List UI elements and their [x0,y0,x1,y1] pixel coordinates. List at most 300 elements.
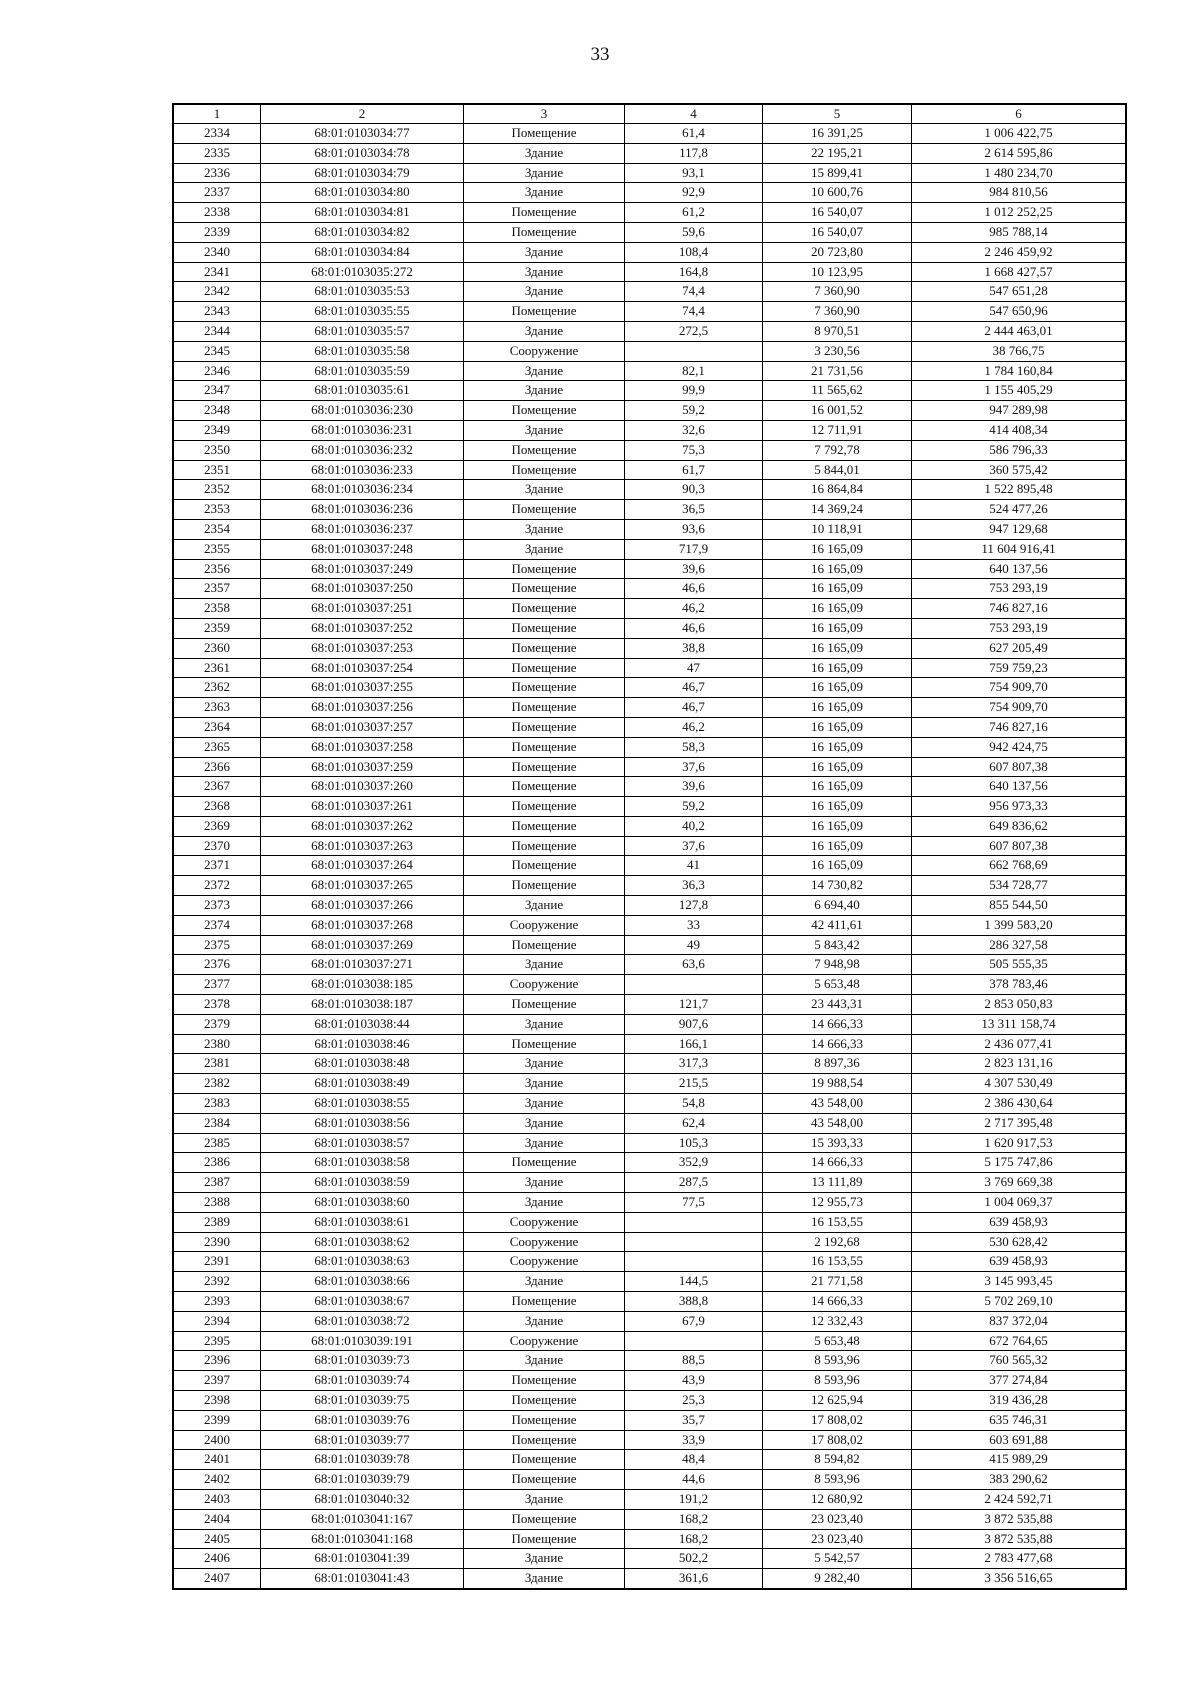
unit-value-cell: 17 808,02 [763,1410,912,1430]
object-type-cell: Помещение [464,737,625,757]
column-header: 3 [464,105,625,124]
object-type-cell: Помещение [464,1292,625,1312]
table-row [174,1430,1126,1450]
area-cell: 90,3 [625,480,763,500]
row-number-cell: 2396 [174,1351,261,1371]
table-row [174,1054,1126,1074]
table-row [174,1014,1126,1034]
table-row [174,836,1126,856]
unit-value-cell: 5 653,48 [763,975,912,995]
table-row [174,262,1126,282]
area-cell: 121,7 [625,995,763,1015]
unit-value-cell: 14 730,82 [763,876,912,896]
area-cell: 92,9 [625,183,763,203]
row-number-cell: 2347 [174,381,261,401]
table-row [174,1034,1126,1054]
row-number-cell: 2405 [174,1529,261,1549]
table-row [174,618,1126,638]
unit-value-cell: 14 666,33 [763,1153,912,1173]
object-type-cell: Здание [464,262,625,282]
table-row [174,539,1126,559]
cadastral-number-cell: 68:01:0103036:236 [261,500,464,520]
row-number-cell: 2395 [174,1331,261,1351]
table-row [174,1331,1126,1351]
object-type-cell: Помещение [464,1410,625,1430]
cadastral-number-cell: 68:01:0103037:261 [261,797,464,817]
unit-value-cell: 6 694,40 [763,896,912,916]
area-cell: 62,4 [625,1113,763,1133]
unit-value-cell: 5 843,42 [763,935,912,955]
object-type-cell: Помещение [464,717,625,737]
unit-value-cell: 19 988,54 [763,1074,912,1094]
unit-value-cell: 14 666,33 [763,1034,912,1054]
row-number-cell: 2364 [174,717,261,737]
table-row [174,302,1126,322]
table-row [174,1252,1126,1272]
area-cell: 67,9 [625,1311,763,1331]
object-type-cell: Помещение [464,698,625,718]
cadastral-value-cell: 5 175 747,86 [912,1153,1126,1173]
area-cell: 168,2 [625,1509,763,1529]
area-cell: 61,2 [625,203,763,223]
table-row [174,361,1126,381]
area-cell: 502,2 [625,1549,763,1569]
unit-value-cell: 16 165,09 [763,559,912,579]
unit-value-cell: 23 443,31 [763,995,912,1015]
object-type-cell: Помещение [464,203,625,223]
object-type-cell: Сооружение [464,1252,625,1272]
cadastral-number-cell: 68:01:0103036:234 [261,480,464,500]
unit-value-cell: 8 593,96 [763,1470,912,1490]
cadastral-value-cell: 319 436,28 [912,1391,1126,1411]
row-number-cell: 2354 [174,519,261,539]
object-type-cell: Помещение [464,302,625,322]
cadastral-value-cell: 13 311 158,74 [912,1014,1126,1034]
cadastral-number-cell: 68:01:0103039:78 [261,1450,464,1470]
object-type-cell: Здание [464,1173,625,1193]
area-cell: 99,9 [625,381,763,401]
object-type-cell: Здание [464,539,625,559]
area-cell: 39,6 [625,777,763,797]
unit-value-cell: 10 118,91 [763,519,912,539]
cadastral-value-cell: 753 293,19 [912,579,1126,599]
row-number-cell: 2371 [174,856,261,876]
object-type-cell: Здание [464,1193,625,1213]
cadastral-value-cell: 2 717 395,48 [912,1113,1126,1133]
area-cell: 63,6 [625,955,763,975]
table-row [174,480,1126,500]
cadastral-value-cell: 377 274,84 [912,1371,1126,1391]
row-number-cell: 2335 [174,143,261,163]
object-type-cell: Помещение [464,638,625,658]
object-type-cell: Сооружение [464,1232,625,1252]
area-cell: 48,4 [625,1450,763,1470]
cadastral-value-cell: 2 386 430,64 [912,1094,1126,1114]
row-number-cell: 2363 [174,698,261,718]
table-row [174,203,1126,223]
cadastral-value-cell: 754 909,70 [912,698,1126,718]
row-number-cell: 2369 [174,816,261,836]
object-type-cell: Сооружение [464,1212,625,1232]
unit-value-cell: 12 332,43 [763,1311,912,1331]
table-row [174,579,1126,599]
cadastral-number-cell: 68:01:0103036:231 [261,420,464,440]
unit-value-cell: 5 653,48 [763,1331,912,1351]
area-cell: 166,1 [625,1034,763,1054]
table-row [174,1074,1126,1094]
cadastral-number-cell: 68:01:0103038:55 [261,1094,464,1114]
cadastral-value-cell: 3 872 535,88 [912,1509,1126,1529]
unit-value-cell: 16 165,09 [763,856,912,876]
unit-value-cell: 16 165,09 [763,717,912,737]
unit-value-cell: 12 711,91 [763,420,912,440]
cadastral-number-cell: 68:01:0103037:254 [261,658,464,678]
object-type-cell: Помещение [464,460,625,480]
object-type-cell: Помещение [464,816,625,836]
table-row [174,1410,1126,1430]
cadastral-value-cell: 1 668 427,57 [912,262,1126,282]
area-cell: 46,2 [625,717,763,737]
table-row [174,717,1126,737]
unit-value-cell: 43 548,00 [763,1094,912,1114]
cadastral-value-cell: 547 650,96 [912,302,1126,322]
cadastral-number-cell: 68:01:0103037:256 [261,698,464,718]
cadastral-value-cell: 11 604 916,41 [912,539,1126,559]
row-number-cell: 2389 [174,1212,261,1232]
cadastral-number-cell: 68:01:0103039:73 [261,1351,464,1371]
table-row [174,1133,1126,1153]
cadastral-number-cell: 68:01:0103037:248 [261,539,464,559]
object-type-cell: Здание [464,1113,625,1133]
cadastral-value-cell: 760 565,32 [912,1351,1126,1371]
cadastral-value-cell: 984 810,56 [912,183,1126,203]
unit-value-cell: 10 600,76 [763,183,912,203]
table-row [174,896,1126,916]
area-cell [625,1212,763,1232]
row-number-cell: 2387 [174,1173,261,1193]
table-row [174,1173,1126,1193]
area-cell: 117,8 [625,143,763,163]
cadastral-value-cell: 607 807,38 [912,836,1126,856]
table-row [174,143,1126,163]
cadastral-value-cell: 956 973,33 [912,797,1126,817]
unit-value-cell: 2 192,68 [763,1232,912,1252]
object-type-cell: Помещение [464,777,625,797]
cadastral-value-cell: 530 628,42 [912,1232,1126,1252]
unit-value-cell: 12 955,73 [763,1193,912,1213]
table-row [174,1391,1126,1411]
unit-value-cell: 16 165,09 [763,658,912,678]
cadastral-number-cell: 68:01:0103035:55 [261,302,464,322]
cadastral-number-cell: 68:01:0103041:167 [261,1509,464,1529]
row-number-cell: 2384 [174,1113,261,1133]
table-row [174,420,1126,440]
object-type-cell: Помещение [464,401,625,421]
row-number-cell: 2336 [174,163,261,183]
area-cell [625,975,763,995]
unit-value-cell: 5 844,01 [763,460,912,480]
object-type-cell: Здание [464,1311,625,1331]
object-type-cell: Здание [464,381,625,401]
area-cell: 108,4 [625,242,763,262]
area-cell: 74,4 [625,302,763,322]
object-type-cell: Здание [464,282,625,302]
cadastral-number-cell: 68:01:0103038:67 [261,1292,464,1312]
row-number-cell: 2407 [174,1569,261,1589]
row-number-cell: 2392 [174,1272,261,1292]
area-cell: 33 [625,915,763,935]
table-row [174,935,1126,955]
object-type-cell: Помещение [464,876,625,896]
cadastral-number-cell: 68:01:0103034:78 [261,143,464,163]
row-number-cell: 2378 [174,995,261,1015]
area-cell [625,1232,763,1252]
cadastral-number-cell: 68:01:0103038:66 [261,1272,464,1292]
area-cell [625,1252,763,1272]
area-cell: 93,6 [625,519,763,539]
cadastral-value-cell: 1 522 895,48 [912,480,1126,500]
row-number-cell: 2341 [174,262,261,282]
area-cell: 59,2 [625,401,763,421]
object-type-cell: Здание [464,1569,625,1589]
cadastral-number-cell: 68:01:0103036:237 [261,519,464,539]
row-number-cell: 2386 [174,1153,261,1173]
area-cell: 40,2 [625,816,763,836]
cadastral-number-cell: 68:01:0103041:39 [261,1549,464,1569]
area-cell: 39,6 [625,559,763,579]
row-number-cell: 2403 [174,1489,261,1509]
row-number-cell: 2383 [174,1094,261,1114]
table-row [174,1371,1126,1391]
object-type-cell: Здание [464,1489,625,1509]
cadastral-number-cell: 68:01:0103039:76 [261,1410,464,1430]
unit-value-cell: 20 723,80 [763,242,912,262]
object-type-cell: Помещение [464,797,625,817]
unit-value-cell: 15 899,41 [763,163,912,183]
unit-value-cell: 16 153,55 [763,1252,912,1272]
row-number-cell: 2379 [174,1014,261,1034]
unit-value-cell: 14 666,33 [763,1014,912,1034]
area-cell: 352,9 [625,1153,763,1173]
cadastral-value-cell: 286 327,58 [912,935,1126,955]
unit-value-cell: 16 001,52 [763,401,912,421]
row-number-cell: 2400 [174,1430,261,1450]
cadastral-number-cell: 68:01:0103037:257 [261,717,464,737]
table-row [174,955,1126,975]
cadastral-number-cell: 68:01:0103034:84 [261,242,464,262]
cadastral-number-cell: 68:01:0103039:75 [261,1391,464,1411]
row-number-cell: 2362 [174,678,261,698]
table-row [174,1311,1126,1331]
cadastral-number-cell: 68:01:0103039:79 [261,1470,464,1490]
unit-value-cell: 16 165,09 [763,579,912,599]
cadastral-value-cell: 1 784 160,84 [912,361,1126,381]
cadastral-number-cell: 68:01:0103038:48 [261,1054,464,1074]
cadastral-value-cell: 746 827,16 [912,717,1126,737]
unit-value-cell: 23 023,40 [763,1509,912,1529]
cadastral-number-cell: 68:01:0103038:49 [261,1074,464,1094]
unit-value-cell: 7 792,78 [763,440,912,460]
area-cell: 41 [625,856,763,876]
row-number-cell: 2391 [174,1252,261,1272]
area-cell: 46,6 [625,618,763,638]
cadastral-value-cell: 1 620 917,53 [912,1133,1126,1153]
table-row [174,698,1126,718]
unit-value-cell: 16 864,84 [763,480,912,500]
area-cell [625,1331,763,1351]
row-number-cell: 2382 [174,1074,261,1094]
cadastral-value-cell: 2 424 592,71 [912,1489,1126,1509]
row-number-cell: 2358 [174,599,261,619]
object-type-cell: Здание [464,1074,625,1094]
cadastral-value-cell: 855 544,50 [912,896,1126,916]
object-type-cell: Помещение [464,1450,625,1470]
row-number-cell: 2344 [174,321,261,341]
object-type-cell: Здание [464,321,625,341]
row-number-cell: 2394 [174,1311,261,1331]
cadastral-value-cell: 639 458,93 [912,1212,1126,1232]
unit-value-cell: 8 594,82 [763,1450,912,1470]
table-row [174,124,1126,144]
table-row [174,1212,1126,1232]
cadastral-number-cell: 68:01:0103034:80 [261,183,464,203]
object-type-cell: Помещение [464,1529,625,1549]
unit-value-cell: 7 948,98 [763,955,912,975]
cadastral-value-cell: 759 759,23 [912,658,1126,678]
unit-value-cell: 13 111,89 [763,1173,912,1193]
unit-value-cell: 8 897,36 [763,1054,912,1074]
cadastral-number-cell: 68:01:0103038:46 [261,1034,464,1054]
object-type-cell: Сооружение [464,341,625,361]
row-number-cell: 2352 [174,480,261,500]
object-type-cell: Здание [464,955,625,975]
cadastral-value-cell: 1 004 069,37 [912,1193,1126,1213]
row-number-cell: 2350 [174,440,261,460]
object-type-cell: Помещение [464,599,625,619]
table-row [174,1351,1126,1371]
cadastral-value-cell: 753 293,19 [912,618,1126,638]
area-cell: 61,4 [625,124,763,144]
table-row [174,777,1126,797]
unit-value-cell: 16 165,09 [763,757,912,777]
object-type-cell: Помещение [464,995,625,1015]
table-row [174,1113,1126,1133]
table-row [174,658,1126,678]
column-header: 2 [261,105,464,124]
cadastral-value-cell: 662 768,69 [912,856,1126,876]
table-row [174,1569,1126,1589]
object-type-cell: Здание [464,1054,625,1074]
table-row [174,1292,1126,1312]
unit-value-cell: 16 540,07 [763,222,912,242]
row-number-cell: 2366 [174,757,261,777]
cadastral-value-cell: 3 145 993,45 [912,1272,1126,1292]
object-type-cell: Помещение [464,618,625,638]
cadastral-value-cell: 38 766,75 [912,341,1126,361]
object-type-cell: Здание [464,361,625,381]
area-cell: 77,5 [625,1193,763,1213]
column-header: 1 [174,105,261,124]
cadastral-number-cell: 68:01:0103040:32 [261,1489,464,1509]
table-row [174,1529,1126,1549]
column-header: 6 [912,105,1126,124]
row-number-cell: 2338 [174,203,261,223]
unit-value-cell: 8 593,96 [763,1351,912,1371]
cadastral-value-cell: 947 129,68 [912,519,1126,539]
table-row [174,797,1126,817]
table-row [174,876,1126,896]
unit-value-cell: 16 165,09 [763,599,912,619]
cadastral-value-cell: 414 408,34 [912,420,1126,440]
area-cell: 164,8 [625,262,763,282]
area-cell: 75,3 [625,440,763,460]
object-type-cell: Помещение [464,1034,625,1054]
object-type-cell: Здание [464,163,625,183]
area-cell: 74,4 [625,282,763,302]
object-type-cell: Здание [464,1094,625,1114]
unit-value-cell: 12 680,92 [763,1489,912,1509]
row-number-cell: 2339 [174,222,261,242]
table-row [174,856,1126,876]
area-cell: 33,9 [625,1430,763,1450]
unit-value-cell: 14 666,33 [763,1292,912,1312]
area-cell: 93,1 [625,163,763,183]
cadastral-number-cell: 68:01:0103036:230 [261,401,464,421]
area-cell: 105,3 [625,1133,763,1153]
cadastral-number-cell: 68:01:0103037:269 [261,935,464,955]
area-cell: 59,6 [625,222,763,242]
table-row [174,1094,1126,1114]
cadastral-value-cell: 649 836,62 [912,816,1126,836]
cadastral-value-cell: 378 783,46 [912,975,1126,995]
unit-value-cell: 43 548,00 [763,1113,912,1133]
row-number-cell: 2375 [174,935,261,955]
cadastral-value-cell: 947 289,98 [912,401,1126,421]
area-cell: 144,5 [625,1272,763,1292]
row-number-cell: 2351 [174,460,261,480]
area-cell: 272,5 [625,321,763,341]
cadastral-value-cell: 2 783 477,68 [912,1549,1126,1569]
cadastral-value-cell: 360 575,42 [912,460,1126,480]
cadastral-value-cell: 942 424,75 [912,737,1126,757]
table-row [174,341,1126,361]
row-number-cell: 2401 [174,1450,261,1470]
row-number-cell: 2359 [174,618,261,638]
cadastral-value-cell: 672 764,65 [912,1331,1126,1351]
cadastral-number-cell: 68:01:0103038:62 [261,1232,464,1252]
table-row [174,1489,1126,1509]
cadastral-value-cell: 4 307 530,49 [912,1074,1126,1094]
table-row [174,440,1126,460]
table-row [174,163,1126,183]
unit-value-cell: 8 970,51 [763,321,912,341]
area-cell: 82,1 [625,361,763,381]
table-row [174,381,1126,401]
cadastral-value-cell: 603 691,88 [912,1430,1126,1450]
object-type-cell: Здание [464,1272,625,1292]
cadastral-value-cell: 640 137,56 [912,559,1126,579]
unit-value-cell: 16 165,09 [763,777,912,797]
table-row [174,915,1126,935]
object-type-cell: Здание [464,519,625,539]
cadastral-value-cell: 3 356 516,65 [912,1569,1126,1589]
area-cell: 287,5 [625,1173,763,1193]
cadastral-value-cell: 2 853 050,83 [912,995,1126,1015]
cadastral-number-cell: 68:01:0103038:187 [261,995,464,1015]
row-number-cell: 2356 [174,559,261,579]
row-number-cell: 2334 [174,124,261,144]
unit-value-cell: 16 165,09 [763,836,912,856]
